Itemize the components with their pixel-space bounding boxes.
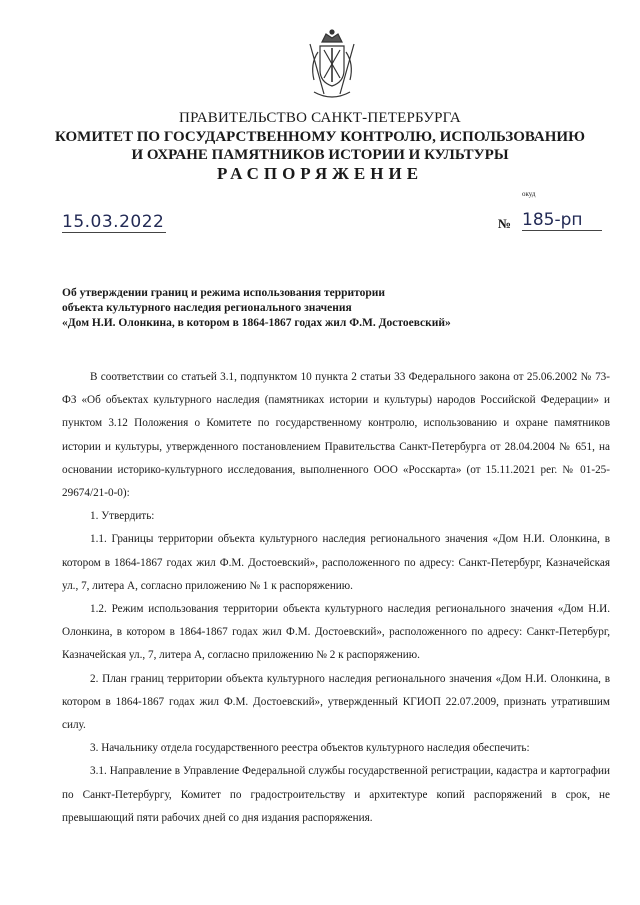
government-name: ПРАВИТЕЛЬСТВО САНКТ-ПЕТЕРБУРГА (179, 110, 461, 126)
paragraph-1: 1. Утвердить: (90, 510, 155, 523)
paragraph-1-1: 1.1. Границы территории объекта культурного наследия регионального значения «Дом Н.И. Олонкина, в котором в 1864-1867 годах жил Ф.М. Достоевский», расположенного по адресу: Санкт-Петербург, Казначейская ул., 7, литера А, согласно приложению № 1 к распоряжению. (62, 533, 610, 592)
document-date: 15.03.2022 (62, 212, 165, 232)
document-type: РАСПОРЯЖЕНИЕ (216, 164, 424, 183)
document-number: 185-рп (522, 210, 602, 231)
paragraph-preamble: В соответствии со статьей 3.1, подпунктом 10 пункта 2 статьи 33 Федерального закона от 25.06.2002 № 73-ФЗ «Об объектах культурного наследия (памятниках истории и культуры) народов Российской Федерации» и пунктом 3.12 Положения о Комитете по государственному контролю, использованию и охране памятников истории и культуры, утвержденного постановлением Правительства Санкт-Петербурга от 28.04.2004 № 651, на основании историко-культурного исследования, выполненного ООО «Росскарта» (от 15.11.2021 рег. № 01-25-29674/21-0-0): (62, 371, 610, 500)
paragraph-1-2: 1.2. Режим использования территории объекта культурного наследия регионального значения «Дом Н.И. Олонкина, в котором в 1864-1867 годах жил Ф.М. Достоевский», расположенного по адресу: Санкт-Петербург, Казначейская ул., 7, литера А, согласно приложению № 2 к распоряжению. (62, 603, 610, 662)
okud-label: окуд (522, 190, 536, 198)
document-subject (62, 286, 582, 331)
paragraph-2: 2. План границ территории объекта культурного наследия регионального значения «Дом Н.И. Олонкина, в котором в 1864-1867 годах жил Ф.М. Достоевский», утвержденный КГИОП 22.07.2009, признать утратившим силу. (62, 672, 610, 732)
subject-line-3: «Дом Н.И. Олонкина, в котором в 1864-1867 годах жил Ф.М. Достоевский» (62, 317, 451, 329)
subject-line-2: объекта культурного наследия регионального значения (62, 302, 352, 314)
subject-line-1: Об утверждении границ и режима использования территории (62, 287, 386, 299)
paragraph-3-1: 3.1. Направление в Управление Федеральной службы государственной регистрации, кадастра и картографии по Санкт-Петербургу, Комитет по градостроительству и архитектуре копий распоряжений в срок, не превышающий пяти рабочих дней со дня издания распоряжения. (62, 765, 610, 824)
number-label: № (498, 216, 512, 231)
committee-line-1: КОМИТЕТ ПО ГОСУДАРСТВЕННОМУ КОНТРОЛЮ, ИСПОЛЬЗОВАНИЮ (55, 129, 585, 145)
committee-line-2: И ОХРАНЕ ПАМЯТНИКОВ ИСТОРИИ И КУЛЬТУРЫ (131, 147, 509, 163)
coat-of-arms-icon (300, 28, 364, 106)
document-body (62, 366, 610, 830)
committee-name (0, 128, 640, 164)
paragraph-3: 3. Начальнику отдела государственного реестра объектов культурного наследия обеспечить: (90, 742, 530, 755)
